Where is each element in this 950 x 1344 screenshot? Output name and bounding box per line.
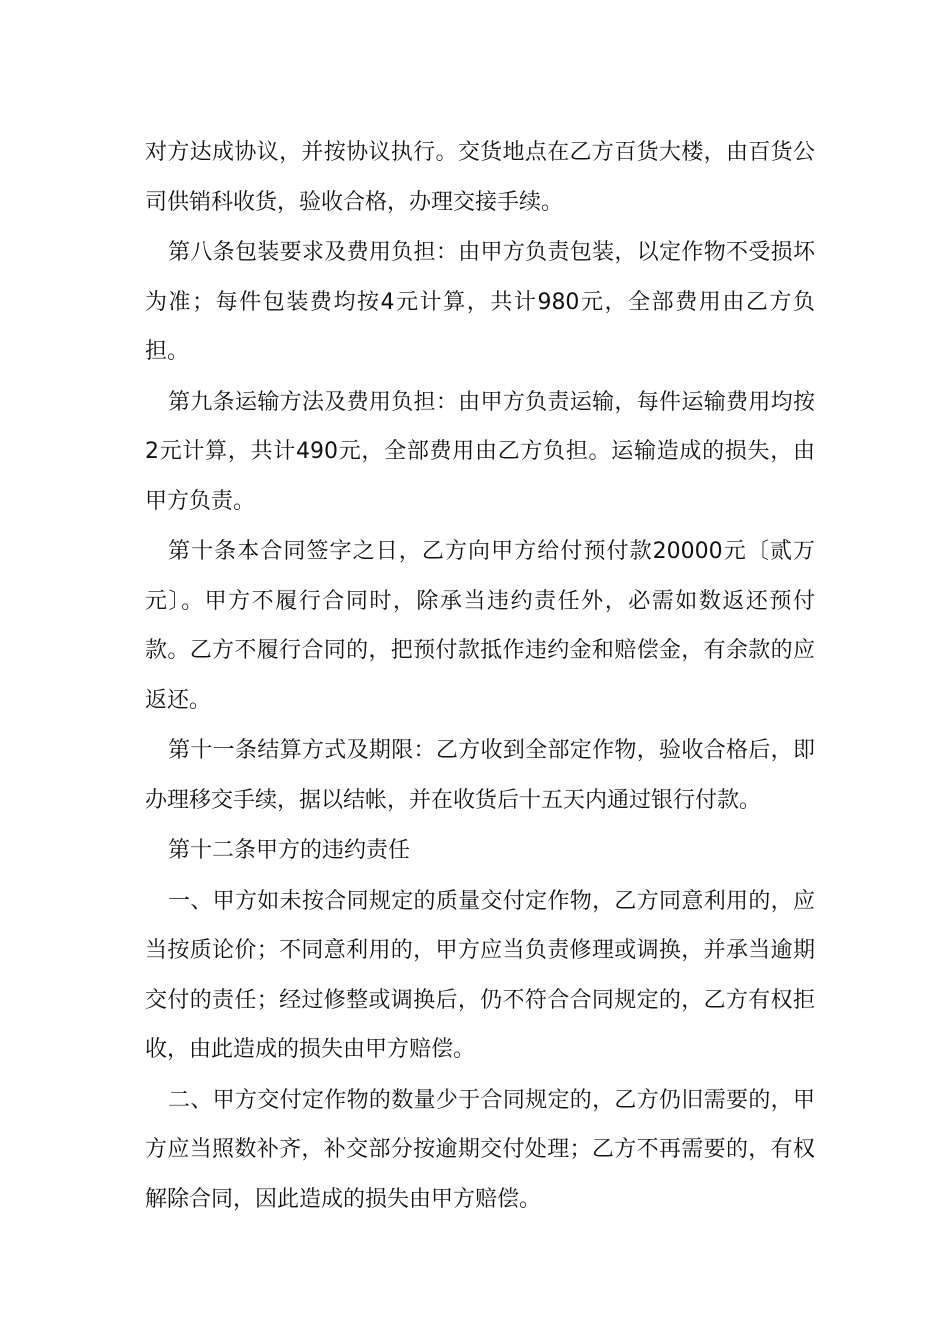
document-body (145, 128, 815, 1224)
paragraph-delivery-location: 对方达成协议，并按协议执行。交货地点在乙方百货大楼，由百货公司供销科收货，验收合格，办理交接手续。 (145, 140, 815, 215)
paragraph-clause-2-quantity: 二、甲方交付定作物的数量少于合同规定的，乙方仍旧需要的，甲方应当照数补齐，补交部分按逾期交付处理；乙方不再需要的，有权解除合同，因此造成的损失由甲方赔偿。 (145, 1087, 815, 1212)
paragraph-article-9-transport: 第九条运输方法及费用负担：由甲方负责运输，每件运输费用均按2元计算，共计490元，全部费用由乙方负担。运输造成的损失，由甲方负责。 (145, 389, 815, 514)
paragraph-article-11-settlement: 第十一条结算方式及期限：乙方收到全部定作物，验收合格后，即办理移交手续，据以结帐，并在收货后十五天内通过银行付款。 (145, 738, 815, 813)
heading-article-12-party-a-liability: 第十二条甲方的违约责任 (168, 838, 411, 863)
paragraph-article-8-packaging: 第八条包装要求及费用负担：由甲方负责包装，以定作物不受损坏为准；每件包装费均按4元计算，共计980元，全部费用由乙方负担。 (145, 240, 815, 364)
paragraph-clause-1-quality: 一、甲方如未按合同规定的质量交付定作物，乙方同意利用的，应当按质论价；不同意利用的，甲方应当负责修理或调换，并承当逾期交付的责任；经过修整或调换后，仍不符合合同规定的，乙方有权拒收，由此造成的损失由甲方赔偿。 (145, 888, 815, 1062)
paragraph-article-10-prepayment: 第十条本合同签字之日，乙方向甲方给付预付款20000元〔贰万元〕。甲方不履行合同时，除承当违约责任外，必需如数返还预付款。乙方不履行合同的，把预付款抵作违约金和赔偿金，有余款的应返还。 (145, 539, 815, 713)
